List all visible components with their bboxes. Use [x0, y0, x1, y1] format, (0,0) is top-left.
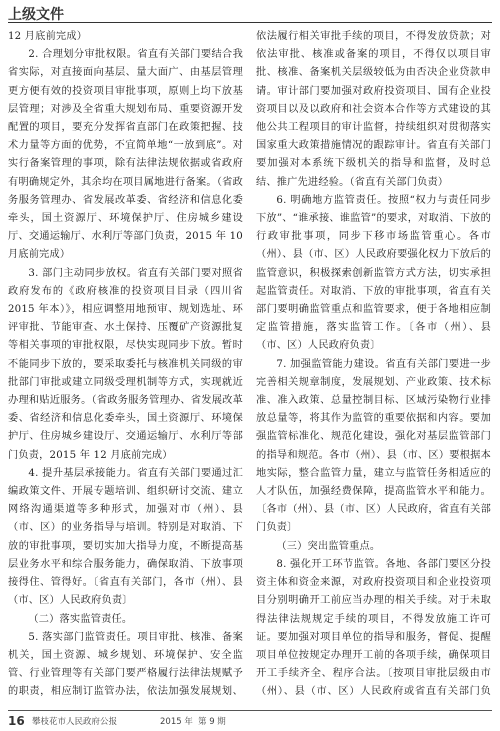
- header-rule: [8, 22, 492, 23]
- publication-name: 攀枝花市人民政府公报: [32, 717, 118, 727]
- paragraph-item-7: 7. 加强监管能力建设。省直有关部门要进一步完善相关规章制度，发展规划、产业政策、技术标准、准入政策、总量控制目标、区域污染物行业排放总量等，将其作为监管的重要依据和内容。要加强监管标准化、规范化建设，强化对基层监管部门的指导和规范。各市（州）、县（市、区）要根据本地实际，整合监管力量，建立与监管任务相适应的人才队伍，加强经费保障，提高监管水平和能力。〔各市（州）、县（市、区）人民政府，省直有关部门负责〕: [256, 358, 491, 534]
- right-column: [256, 28, 491, 704]
- page-footer: [0, 710, 500, 731]
- publication-year: 2015 年: [160, 717, 193, 727]
- paragraph-item-3: 3. 部门主动同步放权。省直有关部门要对照省政府发布的《政府核准的投资项目目录（四川省 2015 年本）》，相应调整用地预审、规划选址、环评审批、节能审查、水土保持、压覆矿产资源批复等相关事项的审批权限，尽快实现同步下放。暂时不能同步下放的，要采取委托与核准机关同级的审批部门审批或建立同级受理机制等方式，实现就近办理和贴近服务。（省政务服务管理办、省发展改革委、省经济和信息化委牵头，国土资源厅、环境保护厅、住房城乡建设厅、交通运输厅、水利厅等部门负责，2015 年 12 月底前完成）: [8, 267, 243, 461]
- paragraph-continuation-5: 依法履行相关审批手续的项目，不得发放贷款；对依法审批、核准或备案的项目，不得仅以项目审批、核准、备案机关层级较低为由否决企业贷款申请。审计部门要加强对政府投资项目、国有企业投资项目以及以政府和社会资本合作等方式建设的其他公共工程项目的审计监督，持续组织对贯彻落实国家重大政策措施情况的跟踪审计。省直有关部门要加强对本系统下级机关的指导和监督，及时总结、推广先进经验。（省直有关部门负责）: [256, 31, 491, 188]
- section-heading-2: （二）落实监管责任。: [28, 613, 133, 625]
- page-number: 16: [8, 714, 25, 728]
- paragraph-item-5: 5. 落实部门监管责任。项目审批、核准、备案机关，国土资源、城乡规划、环境保护、安全监管、行业管理等有关部门要严格履行法律法规赋予的职责，相应制订监管办法，依法加强发展规划、: [8, 631, 243, 698]
- paragraph-item-4: 4. 提升基层承接能力。省直有关部门要通过汇编政策文件、开展专题培训、组织研讨交流、建立网络沟通渠道等多种形式，加强对市（州）、县（市、区）的业务指导与培训。特别是对取消、下放的审批事项，要切实加大指导力度，不断提高基层业务水平和综合服务能力，确保取消、下放事项接得住、管得好。〔省直有关部门，各市（州）、县（市、区）人民政府负责〕: [8, 467, 243, 607]
- paragraph-item-2: 2. 合理划分审批权限。省直有关部门要结合我省实际，对直接面向基层、量大面广、由基层管理更方便有效的投资项目审批事项，原则上均下放基层管理；对涉及全省重大规划布局、重要资源开发配置的项目，要充分发挥省直部门在政策把握、技术力量等方面的优势，不宜简单地“一放到底”。对实行备案管理的事项，除有法律法规依据或省政府有明确规定外，其余均在项目属地进行备案。（省政务服务管理办、省发展改革委、省经济和信息化委牵头，国土资源厅、环境保护厅、住房城乡建设厅、交通运输厅、水利厅等部门负责，2015 年 10 月底前完成）: [8, 49, 243, 261]
- paragraph-continuation: 12 月底前完成）: [8, 31, 88, 42]
- section-heading-3: （三）突出监管重点。: [276, 540, 381, 552]
- section-title: 上级文件: [8, 7, 64, 23]
- paragraph-item-6: 6. 明确地方监管责任。按照“权力与责任同步下放”、“谁承接、谁监管”的要求，对取消、下放的行政审批事项，同步下移市场监管重心。各市（州）、县（市、区）人民政府要强化权力下放后的监管意识，积极探索创新监管方式方法，切实承担起监管责任。对取消、下放的审批事项，省直有关部门要明确监管重点和监管要求，便于各地相应制定监管措施，落实监管工作。〔各市（州）、县（市、区）人民政府负责〕: [256, 194, 491, 352]
- paragraph-item-8: 8. 强化开工环节监管。各地、各部门要区分投资主体和资金来源，对政府投资项目和企业投资项目分别明确开工前应当办理的相关手续。对于未取得法律法规规定手续的项目，不得发放施工许可证。要加强对项目单位的指导和服务，督促、提醒项目单位按规定办理开工前的各项手续，确保项目开工手续齐全、程序合法。〔按项目审批层级由市（州）、县（市、区）人民政府或省直有关部门负: [256, 558, 491, 698]
- page-header: [0, 0, 500, 26]
- footer-rule: [8, 710, 492, 711]
- publication-issue: 第 9 期: [198, 717, 226, 727]
- left-column: [8, 28, 243, 704]
